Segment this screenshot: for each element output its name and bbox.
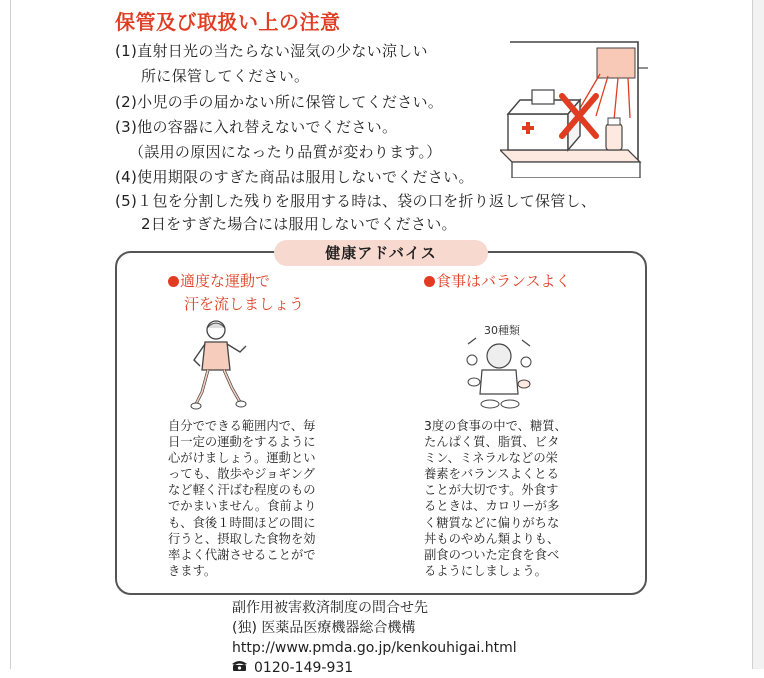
paragraph-line: く糖質などに偏りがちな: [424, 515, 560, 530]
kitchen-counter-icon: [500, 150, 640, 178]
contact-heading: 副作用被害救済制度の問合せ先: [232, 600, 428, 616]
telephone-icon: [232, 658, 248, 678]
bottle-icon: [606, 118, 622, 150]
contact-url: http://www.pmda.go.jp/kenkouhigai.html: [232, 640, 517, 656]
diet-heading-text: 食事はバランスよく: [436, 272, 571, 290]
paragraph-line: 養素をバランスよくとる: [424, 467, 559, 482]
paragraph-line: ことが大切です。外食す: [424, 483, 559, 498]
contact-info: [232, 598, 517, 678]
precaution-line: (3)他の容器に入れ替えないでください。: [115, 118, 398, 136]
paragraph-line: たんぱく質、脂質、ビタ: [424, 435, 560, 450]
paragraph-line: 3度の食事の中で、糖質、: [424, 419, 567, 433]
first-aid-box-icon: [508, 90, 580, 150]
exercise-heading-line2: 汗を流しましょう: [184, 295, 305, 313]
paragraph-line: るようにしましょう。: [424, 563, 547, 578]
paragraph-line: 丼ものやめん類よりも、: [424, 531, 560, 546]
contact-organization: (独) 医薬品医療機器総合機構: [232, 620, 416, 636]
paragraph-line: ミン、ミネラルなどの栄: [424, 451, 558, 466]
precaution-line: (5)１包を分割した残りを服用する時は、袋の口を折り返して保管し、: [115, 192, 597, 210]
section-title: 保管及び取扱い上の注意: [115, 10, 341, 34]
paragraph-line: 心がけましょう。運動とい: [168, 451, 316, 466]
bullet-icon: [168, 276, 179, 287]
precaution-line: (4)使用期限のすぎた商品は服用しないでください。: [115, 168, 474, 186]
exercise-paragraph: [168, 418, 316, 579]
paragraph-line: きます。: [168, 563, 217, 578]
paragraph-line: っても、散歩やジョギング: [168, 467, 315, 482]
contact-phone: [232, 658, 517, 678]
exercising-woman-icon: [188, 318, 250, 414]
paragraph-line: るときは、カロリーが多: [424, 499, 560, 514]
diet-paragraph: [424, 418, 567, 579]
precaution-line: (1)直射日光の当たらない湿気の少ない涼しい: [115, 42, 428, 60]
paragraph-line: 自分でできる範囲内で、毎: [168, 419, 316, 433]
thirty-kinds-label: 30種類: [484, 324, 520, 337]
exercise-heading-line1: 適度な運動で: [180, 272, 271, 290]
page-border-right: [752, 0, 753, 669]
paragraph-line: 副食のついた定食を食べ: [424, 547, 560, 562]
bullet-icon: [424, 276, 435, 287]
paragraph-line: など軽く汗ばむ程度のもの: [168, 483, 316, 498]
paragraph-line: でかまいません。食前より: [168, 499, 317, 514]
diet-heading: [424, 270, 571, 292]
exercise-heading: [168, 270, 270, 292]
storage-warning-illustration: [500, 38, 648, 178]
balanced-meal-illustration: [462, 316, 536, 412]
contact-phone-number: 0120-149-931: [254, 660, 354, 676]
paragraph-line: も、食後１時間ほどの間に: [168, 515, 316, 530]
precaution-line: (2)小児の手の届かない所に保管してください。: [115, 93, 444, 111]
paragraph-line: 行うと、摂取した食物を効: [168, 531, 316, 546]
page-gutter: [753, 0, 764, 669]
precaution-line: 2日をすぎた場合には服用しないでください。: [141, 215, 457, 233]
precaution-line: （誤用の原因になったり品質が変わります。）: [129, 143, 442, 161]
page-border-left: [10, 0, 11, 669]
paragraph-line: 日一定の運動をするように: [168, 435, 316, 450]
paragraph-line: 率よく代謝させることがで: [168, 547, 316, 562]
health-advice-title: 健康アドバイス: [274, 240, 488, 266]
precaution-line: 所に保管してください。: [141, 67, 310, 85]
